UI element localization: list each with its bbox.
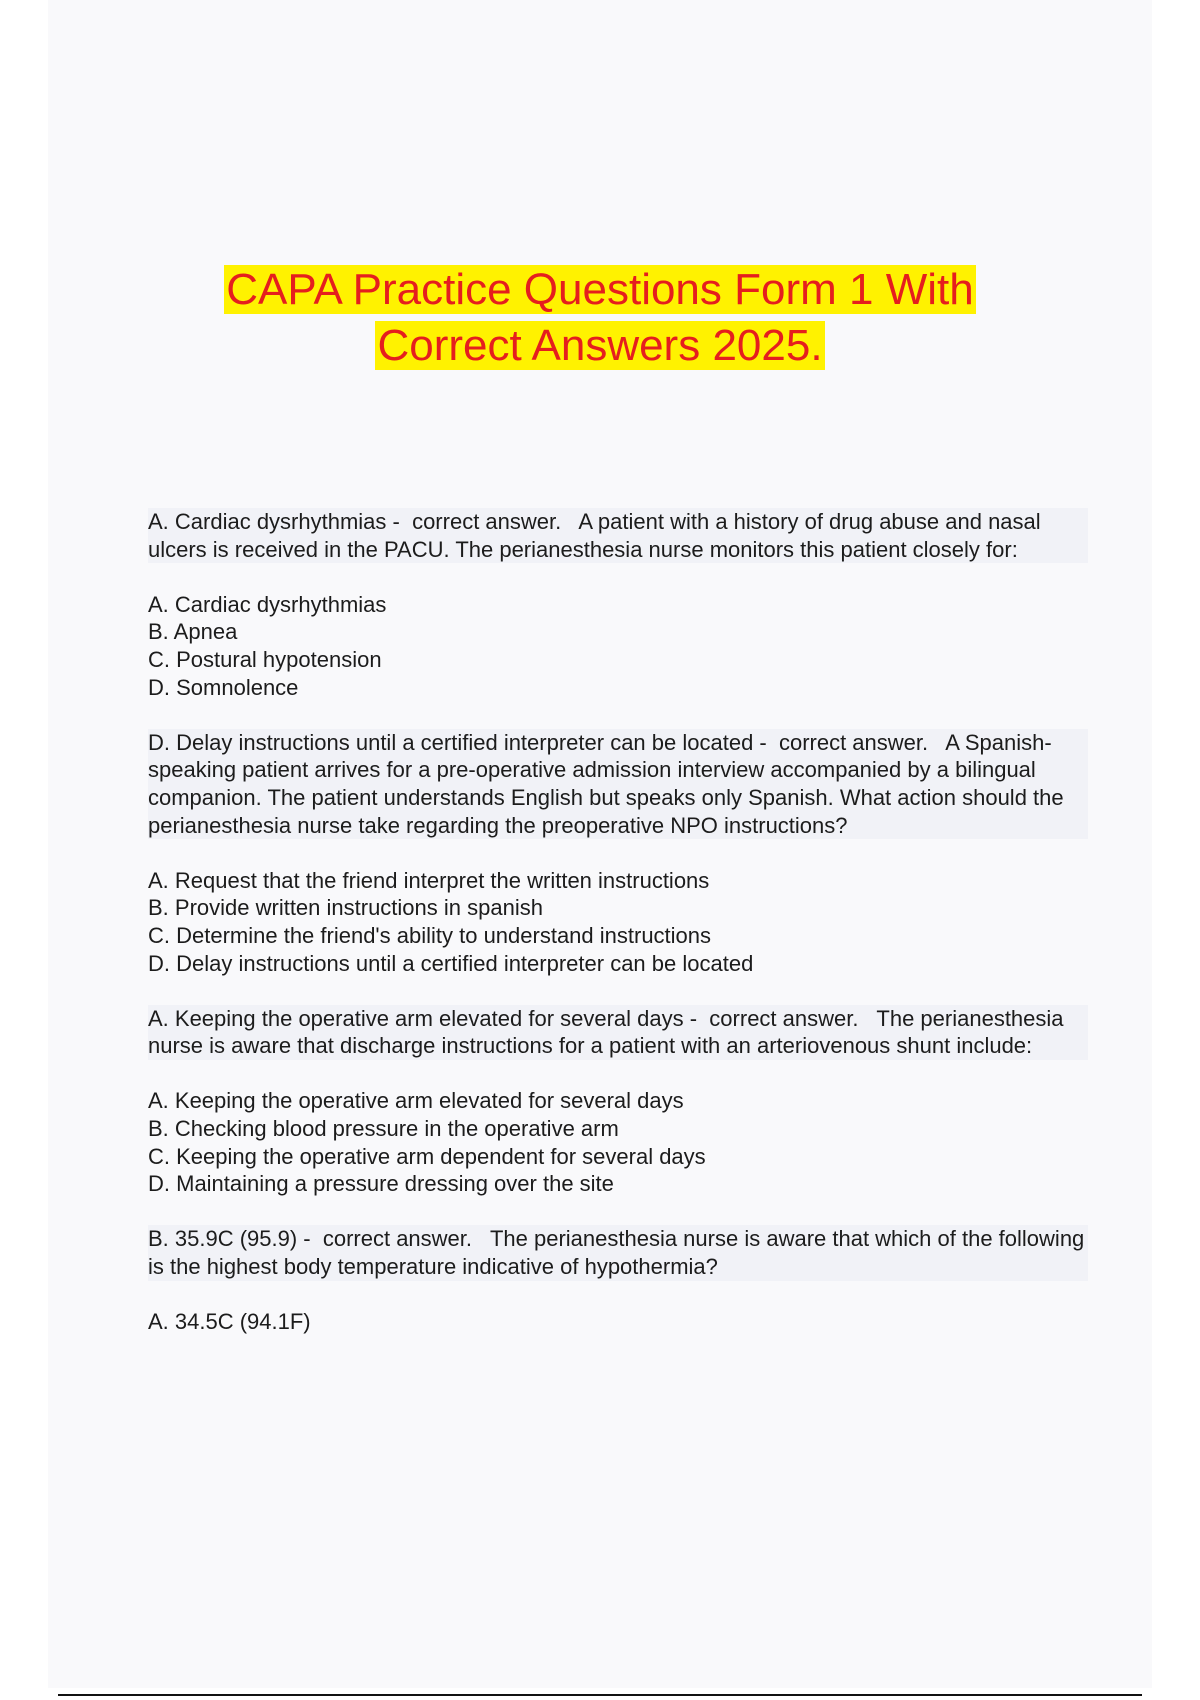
question-block	[148, 1005, 1088, 1226]
answer-option: B. Apnea	[148, 619, 238, 645]
answer-option: D. Somnolence	[148, 674, 299, 700]
document-title	[100, 262, 1100, 374]
answer-option: B. Checking blood pressure in the operative arm	[148, 1116, 619, 1142]
question-stem: B. 35.9C (95.9) - correct answer. The perianesthesia nurse is aware that which of the following is the highest body temperature indicative of hypothermia?	[148, 1226, 1091, 1280]
answer-option: C. Keeping the operative arm dependent for several days	[148, 1143, 706, 1169]
answer-option: A. Request that the friend interpret the written instructions	[148, 867, 710, 893]
answer-option: B. Provide written instructions in spanish	[148, 895, 543, 921]
title-line-1: CAPA Practice Questions Form 1 With	[226, 265, 974, 314]
answer-option: A. Cardiac dysrhythmias	[148, 591, 387, 617]
answer-option: A. Keeping the operative arm elevated for several days	[148, 1088, 684, 1114]
question-block	[148, 508, 1088, 729]
answer-option: A. 34.5C (94.1F)	[148, 1309, 311, 1335]
page-bottom-rule	[58, 1694, 1142, 1696]
answer-option: C. Determine the friend's ability to understand instructions	[148, 922, 712, 948]
question-block	[148, 1225, 1091, 1335]
question-stem: A. Cardiac dysrhythmias - correct answer. A patient with a history of drug abuse and nasal ulcers is received in the PACU. The perianesthesia nurse monitors this patient closely for:	[148, 508, 1088, 563]
question-stem: A. Keeping the operative arm elevated for several days - correct answer. The perianesthesia nurse is aware that discharge instructions for a patient with an arteriovenous shunt include:	[148, 1005, 1088, 1060]
question-list	[148, 508, 1091, 1336]
question-stem: D. Delay instructions until a certified interpreter can be located - correct answer. A Spanish-speaking patient arrives for a pre-operative admission interview accompanied by a bilingual companion. The patient understands English but speaks only Spanish. What action should the perianesthesia nurse take regarding the preoperative NPO instructions?	[148, 729, 1088, 839]
question-block	[148, 729, 1088, 1005]
answer-option: D. Delay instructions until a certified interpreter can be located	[148, 950, 754, 976]
title-line-2: Correct Answers 2025.	[377, 321, 823, 370]
answer-option: D. Maintaining a pressure dressing over the site	[148, 1171, 614, 1197]
answer-option: C. Postural hypotension	[148, 646, 382, 672]
